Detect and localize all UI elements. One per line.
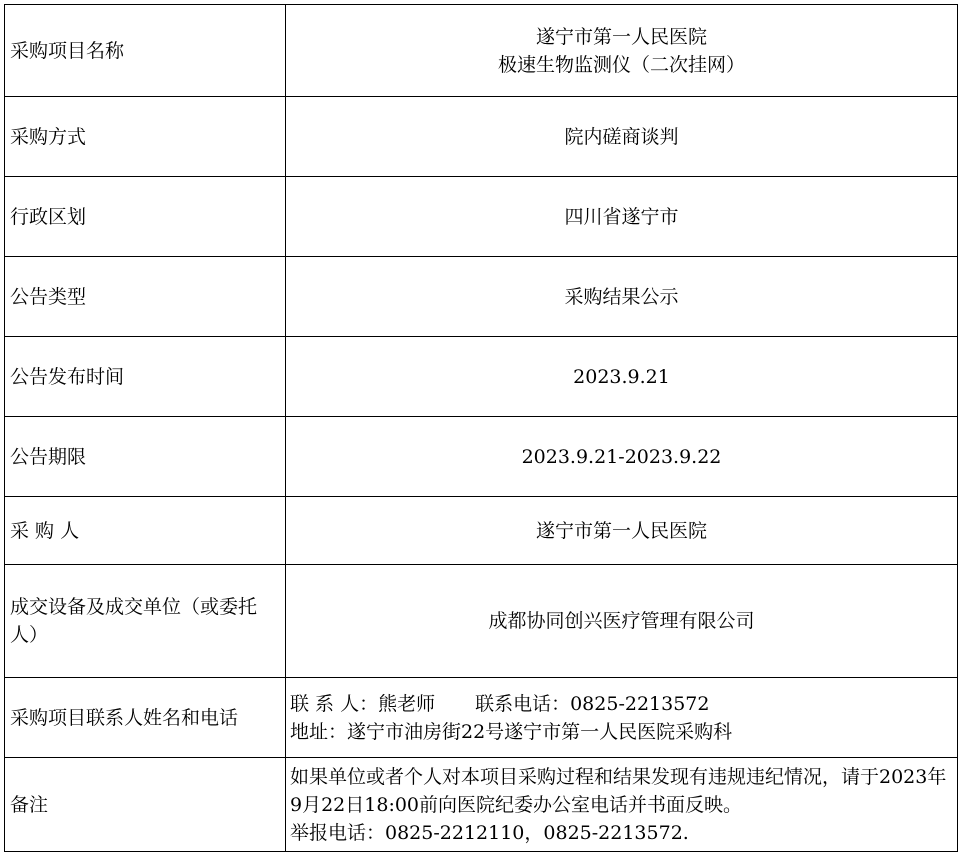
value-project-name bbox=[286, 5, 958, 97]
remarks-text: 如果单位或者个人对本项目采购过程和结果发现有违规违纪情况，请于2023年9月22日18:00前向医院纪委办公室电话并书面反映。 bbox=[290, 765, 947, 816]
row-project-name bbox=[5, 5, 958, 97]
contact-line bbox=[290, 690, 957, 718]
label-remarks: 备注 bbox=[5, 758, 286, 852]
value-contact bbox=[286, 678, 958, 758]
project-name-line1: 遂宁市第一人民医院 bbox=[535, 25, 707, 48]
value-period: 2023.9.21-2023.9.22 bbox=[286, 417, 958, 497]
label-notice-type: 公告类型 bbox=[5, 257, 286, 337]
row-contact bbox=[5, 678, 958, 758]
value-method: 院内磋商谈判 bbox=[286, 97, 958, 177]
row-method bbox=[5, 97, 958, 177]
contact-person: 联 系 人：熊老师 bbox=[290, 692, 436, 715]
row-purchaser bbox=[5, 497, 958, 565]
winner-label-text: 成交设备及成交单位（或委托人） bbox=[10, 596, 258, 646]
contact-phone: 联系电话：0825-2213572 bbox=[475, 692, 710, 715]
row-notice-type bbox=[5, 257, 958, 337]
label-publish-time: 公告发布时间 bbox=[5, 337, 286, 417]
value-region: 四川省遂宁市 bbox=[286, 177, 958, 257]
row-remarks bbox=[5, 758, 958, 852]
row-period bbox=[5, 417, 958, 497]
remarks-report-phone: 举报电话：0825-2212110，0825-2213572. bbox=[290, 821, 689, 844]
row-publish-time bbox=[5, 337, 958, 417]
label-project-name: 采购项目名称 bbox=[5, 5, 286, 97]
row-winner bbox=[5, 565, 958, 678]
label-region: 行政区划 bbox=[5, 177, 286, 257]
row-region bbox=[5, 177, 958, 257]
contact-address: 地址：遂宁市油房街22号遂宁市第一人民医院采购科 bbox=[290, 720, 733, 743]
label-winner bbox=[5, 565, 286, 678]
label-purchaser: 采 购 人 bbox=[5, 497, 286, 565]
label-period: 公告期限 bbox=[5, 417, 286, 497]
label-contact: 采购项目联系人姓名和电话 bbox=[5, 678, 286, 758]
value-purchaser: 遂宁市第一人民医院 bbox=[286, 497, 958, 565]
value-notice-type: 采购结果公示 bbox=[286, 257, 958, 337]
value-winner: 成都协同创兴医疗管理有限公司 bbox=[286, 565, 958, 678]
label-method: 采购方式 bbox=[5, 97, 286, 177]
value-publish-time: 2023.9.21 bbox=[286, 337, 958, 417]
value-remarks bbox=[286, 758, 958, 852]
procurement-result-table bbox=[4, 4, 958, 852]
project-name-line2: 极速生物监测仪（二次挂网） bbox=[497, 53, 745, 76]
